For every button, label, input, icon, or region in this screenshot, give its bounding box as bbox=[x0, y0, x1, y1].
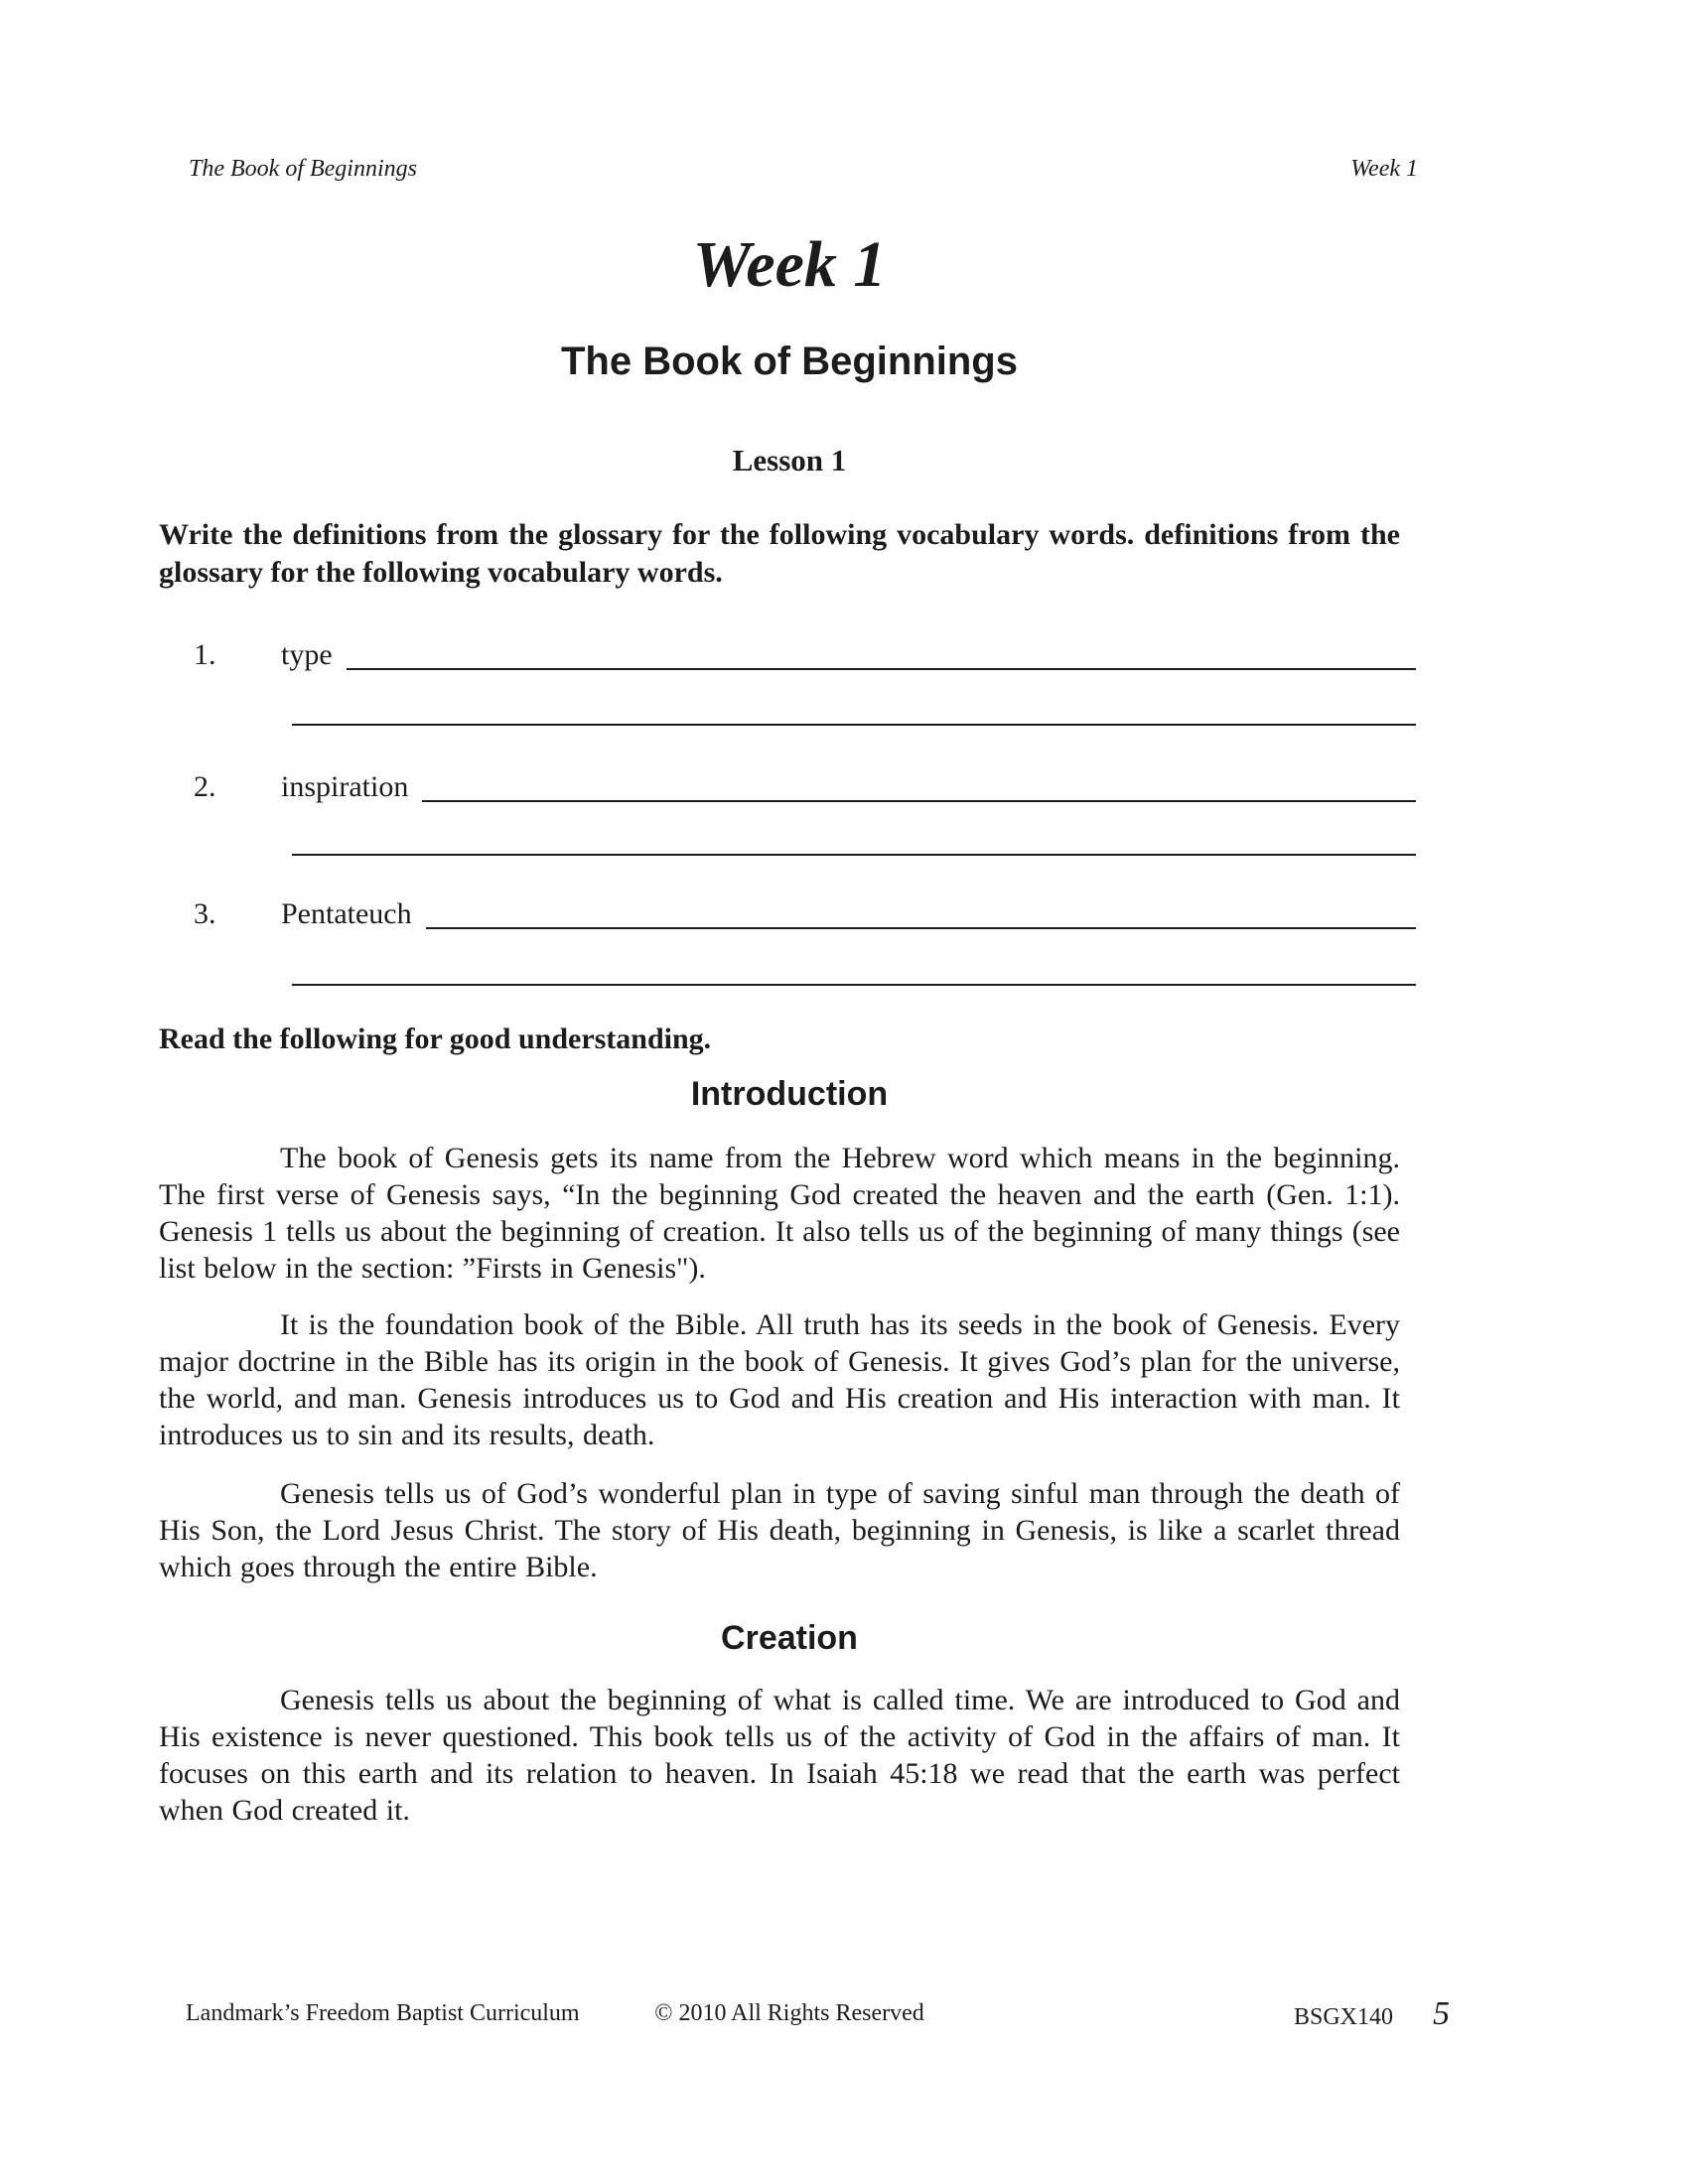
paragraph: Genesis tells us of God’s wonderful plan in type of saving sinful man through the death of His Son, the Lord Jesus Christ. The story of His death, beginning in Genesis, is like a scarlet thread which goes through the entire Bible. bbox=[159, 1477, 1400, 1583]
paragraph: The book of Genesis gets its name from the Hebrew word which means in the beginning. The first verse of Genesis says, “In the beginning God created the heaven and the earth (Gen. 1:1). Genesis 1 tells us about the beginning of creation. It also tells us of the beginning of many things (see list below in the section: ”Firsts in Genesis"). bbox=[159, 1142, 1400, 1285]
read-instruction: Read the following for good understanding. bbox=[159, 1023, 712, 1055]
vocab-number: 1. bbox=[194, 638, 216, 671]
section-heading-introduction: Introduction bbox=[690, 1075, 889, 1113]
vocab-word: type bbox=[281, 638, 333, 671]
vocab-number: 3. bbox=[194, 897, 216, 930]
footer-publisher: Landmark’s Freedom Baptist Curriculum bbox=[186, 2000, 580, 2026]
vocab-blank-line bbox=[422, 800, 1416, 802]
vocab-blank-line bbox=[347, 668, 1416, 670]
footer-course-code: BSGX140 bbox=[1293, 2004, 1393, 2030]
vocab-item bbox=[159, 637, 1420, 673]
vocab-blank-line bbox=[292, 724, 1416, 726]
paragraph: It is the foundation book of the Bible. All truth has its seeds in the book of Genesis. Every major doctrine in the Bible has its origin in the book of Genesis. It gives God’s plan for the universe, the world, and man. Genesis introduces us to God and His creation and His interaction with man. It introduces us to sin and its results, death. bbox=[159, 1308, 1400, 1451]
vocab-word: Pentateuch bbox=[281, 897, 412, 930]
footer-copyright: © 2010 All Rights Reserved bbox=[654, 2000, 924, 2026]
paragraph: Genesis tells us about the beginning of what is called time. We are introduced to God and His existence is never questioned. This book tells us of the activity of God in the affairs of man. It focuses on this earth and its relation to heaven. In Isaiah 45:18 we read that the earth was perfect when God created it. bbox=[159, 1684, 1400, 1827]
vocab-blank-line bbox=[292, 984, 1416, 986]
section-heading-creation: Creation bbox=[721, 1619, 858, 1657]
footer-page-number: 5 bbox=[1433, 1995, 1450, 2032]
page-subtitle: The Book of Beginnings bbox=[561, 340, 1018, 383]
lesson-heading: Lesson 1 bbox=[732, 443, 847, 478]
running-header-right: Week 1 bbox=[1350, 156, 1418, 182]
vocab-number: 2. bbox=[194, 770, 216, 803]
footer-right-group bbox=[1294, 1995, 1450, 2033]
page-title: Week 1 bbox=[692, 228, 887, 301]
vocab-item bbox=[159, 769, 1420, 805]
vocab-word: inspiration bbox=[281, 770, 409, 803]
running-header-left: The Book of Beginnings bbox=[189, 156, 417, 182]
vocab-blank-line bbox=[426, 927, 1416, 929]
vocab-blank-line bbox=[292, 854, 1416, 856]
vocabulary-instruction: Write the definitions from the glossary for the following vocabulary words. definitions from the glossary for the following vocabulary words. bbox=[159, 518, 1400, 589]
vocab-item bbox=[159, 896, 1420, 932]
